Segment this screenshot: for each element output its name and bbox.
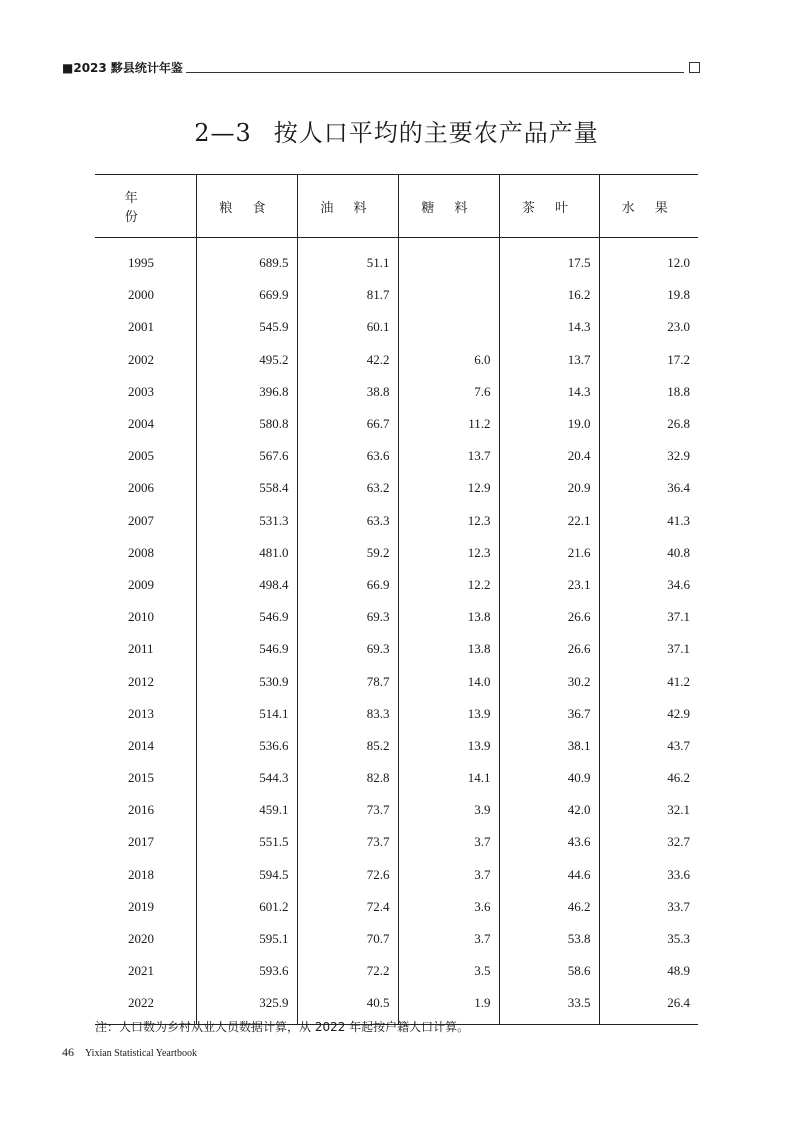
table-row <box>95 376 698 408</box>
cell-tea: 21.6 <box>499 537 599 569</box>
cell-year: 2006 <box>128 480 154 496</box>
cell-year: 2020 <box>128 931 154 947</box>
cell-grain: 531.3 <box>196 505 297 537</box>
cell-grain: 495.2 <box>196 344 297 376</box>
table-row <box>95 633 698 665</box>
cell-tea: 44.6 <box>499 859 599 891</box>
table-row <box>95 408 698 440</box>
cell-grain: 593.6 <box>196 955 297 987</box>
cell-sugar: 12.3 <box>398 505 499 537</box>
cell-oil: 63.3 <box>297 505 398 537</box>
cell-fruit: 37.1 <box>599 601 698 633</box>
cell-fruit: 41.3 <box>599 505 698 537</box>
cell-year: 2000 <box>128 287 154 303</box>
cell-tea: 20.4 <box>499 440 599 472</box>
cell-oil: 51.1 <box>297 238 398 280</box>
cell-grain: 544.3 <box>196 762 297 794</box>
cell-sugar: 14.0 <box>398 665 499 697</box>
cell-oil: 73.7 <box>297 826 398 858</box>
cell-year: 2018 <box>128 866 154 882</box>
header-rule <box>186 72 684 73</box>
cell-oil: 72.4 <box>297 891 398 923</box>
cell-year: 2022 <box>95 987 196 1024</box>
cell-tea: 38.1 <box>499 730 599 762</box>
cell-grain: 545.9 <box>196 311 297 343</box>
cell-grain: 459.1 <box>196 794 297 826</box>
cell-fruit: 26.4 <box>599 987 698 1024</box>
cell-sugar: 13.9 <box>398 730 499 762</box>
cell-oil: 83.3 <box>297 698 398 730</box>
cell-grain: 669.9 <box>196 279 297 311</box>
table-row <box>95 923 698 955</box>
table-row <box>95 311 698 343</box>
cell-oil: 38.8 <box>297 376 398 408</box>
cell-fruit: 17.2 <box>599 344 698 376</box>
cell-year: 2004 <box>128 416 154 432</box>
table-row <box>95 601 698 633</box>
cell-fruit: 43.7 <box>599 730 698 762</box>
table-row <box>95 826 698 858</box>
cell-tea: 16.2 <box>499 279 599 311</box>
cell-sugar: 11.2 <box>398 408 499 440</box>
cell-sugar <box>398 279 499 311</box>
cell-fruit: 42.9 <box>599 698 698 730</box>
cell-sugar: 3.7 <box>398 923 499 955</box>
cell-tea: 20.9 <box>499 472 599 504</box>
cell-grain: 551.5 <box>196 826 297 858</box>
cell-tea: 43.6 <box>499 826 599 858</box>
cell-oil: 69.3 <box>297 633 398 665</box>
table-header-row <box>95 175 698 238</box>
cell-sugar: 12.9 <box>398 472 499 504</box>
cell-year: 2001 <box>128 319 154 335</box>
cell-year: 2019 <box>128 898 154 914</box>
cell-fruit: 33.7 <box>599 891 698 923</box>
cell-oil: 82.8 <box>297 762 398 794</box>
cell-oil: 70.7 <box>297 923 398 955</box>
cell-fruit: 48.9 <box>599 955 698 987</box>
table-row <box>95 762 698 794</box>
table-note: 注：人口数为乡村从业人员数据计算，从 2022 年起按户籍人口计算。 <box>95 1020 470 1034</box>
cell-fruit: 12.0 <box>599 238 698 280</box>
cell-year: 2017 <box>128 834 154 850</box>
table-title: 按人口平均的主要农产品产量 <box>273 119 599 147</box>
cell-oil: 42.2 <box>297 344 398 376</box>
cell-fruit: 37.1 <box>599 633 698 665</box>
col-header-year: 年 份 <box>95 175 196 238</box>
cell-sugar: 12.3 <box>398 537 499 569</box>
cell-oil: 81.7 <box>297 279 398 311</box>
cell-year: 2011 <box>128 641 154 657</box>
cell-sugar: 3.7 <box>398 826 499 858</box>
book-name: Yixian Statistical Yeartbook <box>85 1048 197 1059</box>
col-header-grain: 粮 食 <box>196 175 297 238</box>
cell-year: 2005 <box>128 448 154 464</box>
table-row <box>95 859 698 891</box>
col-header-fruit: 水 果 <box>599 175 698 238</box>
cell-sugar: 7.6 <box>398 376 499 408</box>
col-header-oil: 油 料 <box>297 175 398 238</box>
cell-oil: 78.7 <box>297 665 398 697</box>
page-number: 46 <box>62 1045 74 1059</box>
table-row <box>95 505 698 537</box>
cell-fruit: 32.9 <box>599 440 698 472</box>
table-row <box>95 344 698 376</box>
cell-oil: 66.9 <box>297 569 398 601</box>
cell-year: 2013 <box>128 705 154 721</box>
cell-oil: 73.7 <box>297 794 398 826</box>
cell-sugar: 13.8 <box>398 601 499 633</box>
table-row <box>95 569 698 601</box>
cell-sugar <box>398 311 499 343</box>
cell-year: 1995 <box>128 255 154 271</box>
cell-grain: 689.5 <box>196 238 297 280</box>
cell-oil: 40.5 <box>297 987 398 1024</box>
cell-year: 2007 <box>128 512 154 528</box>
cell-grain: 396.8 <box>196 376 297 408</box>
cell-fruit: 26.8 <box>599 408 698 440</box>
table-number: 2—3 <box>194 119 252 147</box>
cell-sugar: 13.9 <box>398 698 499 730</box>
header-title: ■2023 黟县统计年鉴 <box>62 61 183 75</box>
data-table <box>95 174 698 1025</box>
cell-tea: 17.5 <box>499 238 599 280</box>
cell-tea: 26.6 <box>499 601 599 633</box>
cell-year: 2008 <box>128 544 154 560</box>
cell-grain: 325.9 <box>196 987 297 1024</box>
table-row <box>95 537 698 569</box>
cell-grain: 546.9 <box>196 601 297 633</box>
header-square-icon <box>689 62 700 73</box>
cell-oil: 60.1 <box>297 311 398 343</box>
cell-grain: 567.6 <box>196 440 297 472</box>
cell-tea: 14.3 <box>499 376 599 408</box>
cell-year: 2012 <box>128 673 154 689</box>
cell-sugar: 12.2 <box>398 569 499 601</box>
cell-tea: 30.2 <box>499 665 599 697</box>
cell-grain: 546.9 <box>196 633 297 665</box>
cell-tea: 46.2 <box>499 891 599 923</box>
cell-year: 2016 <box>128 802 154 818</box>
table-row <box>95 238 698 280</box>
cell-tea: 58.6 <box>499 955 599 987</box>
cell-tea: 53.8 <box>499 923 599 955</box>
cell-oil: 85.2 <box>297 730 398 762</box>
table-row <box>95 440 698 472</box>
table-body <box>95 238 698 1025</box>
cell-tea: 19.0 <box>499 408 599 440</box>
cell-fruit: 33.6 <box>599 859 698 891</box>
cell-year: 2021 <box>128 963 154 979</box>
cell-year: 2003 <box>128 383 154 399</box>
cell-tea: 42.0 <box>499 794 599 826</box>
cell-tea: 23.1 <box>499 569 599 601</box>
cell-oil: 63.6 <box>297 440 398 472</box>
cell-fruit: 34.6 <box>599 569 698 601</box>
table-row <box>95 665 698 697</box>
cell-fruit: 40.8 <box>599 537 698 569</box>
cell-grain: 580.8 <box>196 408 297 440</box>
cell-year: 2009 <box>128 576 154 592</box>
cell-oil: 72.6 <box>297 859 398 891</box>
cell-fruit: 36.4 <box>599 472 698 504</box>
table-row <box>95 891 698 923</box>
cell-tea: 40.9 <box>499 762 599 794</box>
cell-tea: 36.7 <box>499 698 599 730</box>
cell-fruit: 23.0 <box>599 311 698 343</box>
page-footer <box>62 1044 197 1062</box>
col-header-sugar: 糖 料 <box>398 175 499 238</box>
col-header-tea: 茶 叶 <box>499 175 599 238</box>
cell-tea: 14.3 <box>499 311 599 343</box>
cell-tea: 26.6 <box>499 633 599 665</box>
cell-grain: 595.1 <box>196 923 297 955</box>
table-row <box>95 955 698 987</box>
cell-grain: 536.6 <box>196 730 297 762</box>
cell-sugar: 3.6 <box>398 891 499 923</box>
cell-fruit: 32.7 <box>599 826 698 858</box>
cell-oil: 63.2 <box>297 472 398 504</box>
page-title <box>0 116 793 150</box>
table-row <box>95 794 698 826</box>
cell-year: 2010 <box>128 609 154 625</box>
cell-tea: 22.1 <box>499 505 599 537</box>
cell-grain: 530.9 <box>196 665 297 697</box>
cell-year: 2015 <box>128 770 154 786</box>
table-row <box>95 698 698 730</box>
cell-oil: 59.2 <box>297 537 398 569</box>
cell-grain: 481.0 <box>196 537 297 569</box>
cell-grain: 594.5 <box>196 859 297 891</box>
cell-sugar <box>398 238 499 280</box>
cell-fruit: 18.8 <box>599 376 698 408</box>
cell-grain: 514.1 <box>196 698 297 730</box>
cell-fruit: 19.8 <box>599 279 698 311</box>
cell-oil: 72.2 <box>297 955 398 987</box>
cell-fruit: 41.2 <box>599 665 698 697</box>
cell-year: 2014 <box>128 737 154 753</box>
cell-oil: 69.3 <box>297 601 398 633</box>
table-row <box>95 730 698 762</box>
cell-tea: 33.5 <box>499 987 599 1024</box>
cell-oil: 66.7 <box>297 408 398 440</box>
table-row <box>95 279 698 311</box>
cell-fruit: 32.1 <box>599 794 698 826</box>
cell-sugar: 13.8 <box>398 633 499 665</box>
cell-year: 2002 <box>128 351 154 367</box>
cell-grain: 498.4 <box>196 569 297 601</box>
cell-sugar: 14.1 <box>398 762 499 794</box>
cell-tea: 13.7 <box>499 344 599 376</box>
cell-sugar: 1.9 <box>398 987 499 1024</box>
cell-sugar: 3.9 <box>398 794 499 826</box>
cell-sugar: 3.5 <box>398 955 499 987</box>
page-header <box>62 60 700 76</box>
cell-sugar: 3.7 <box>398 859 499 891</box>
cell-grain: 558.4 <box>196 472 297 504</box>
cell-grain: 601.2 <box>196 891 297 923</box>
cell-fruit: 46.2 <box>599 762 698 794</box>
table-row <box>95 472 698 504</box>
cell-fruit: 35.3 <box>599 923 698 955</box>
cell-sugar: 13.7 <box>398 440 499 472</box>
cell-sugar: 6.0 <box>398 344 499 376</box>
